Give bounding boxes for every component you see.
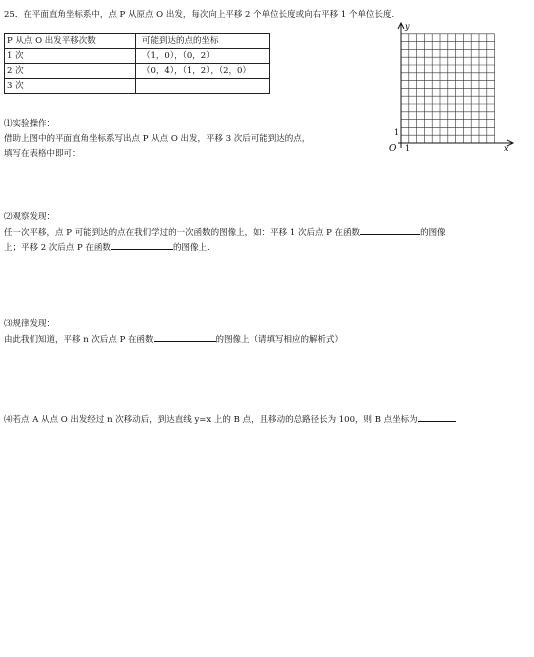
part1-heading: ⑴实验操作： — [4, 119, 56, 129]
part2-line2-tail: 的图像上. — [172, 243, 210, 253]
origin-label: O — [389, 144, 397, 154]
x-axis-label: x — [504, 144, 509, 153]
table-cell: （0，4），（1，2），（2，0） — [136, 64, 270, 79]
table-row — [5, 64, 270, 79]
table-cell: 2 次 — [5, 64, 136, 79]
table-row — [5, 49, 270, 64]
answer-blank[interactable] — [360, 225, 420, 235]
table-cell: 1 次 — [5, 49, 136, 64]
part3-line1 — [4, 332, 343, 345]
part2-line2 — [4, 240, 210, 253]
coordinate-grid — [380, 18, 520, 154]
part4-line1 — [4, 412, 456, 425]
table-cell-answer[interactable] — [136, 79, 270, 94]
part1-line1: 借助上图中的平面直角坐标系写出点 P 从点 O 出发，平移 3 次后可能到达的点， — [4, 134, 311, 144]
table-header-row — [5, 34, 270, 49]
answer-blank[interactable] — [111, 240, 173, 250]
part1-line2: 填写在表格中即可： — [4, 149, 81, 159]
table-row — [5, 79, 270, 94]
translation-table — [4, 33, 270, 94]
part4-line1-text: ⑷若点 A 从点 O 出发经过 n 次移动后，到达直线 y=x 上的 B 点，且移动的总路径长为 100，则 B 点坐标为 — [4, 415, 418, 425]
x-tick-label: 1 — [405, 144, 411, 153]
table-cell: （1，0），（0，2） — [136, 49, 270, 64]
part3-line1-tail: 的图像上（请填写相应的解析式） — [215, 335, 344, 345]
question-title: 25．在平面直角坐标系中，点 P 从原点 O 出发，每次向上平移 2 个单位长度或向右平移 1 个单位长度. — [4, 10, 395, 20]
answer-blank[interactable] — [154, 332, 216, 342]
part2-line1-tail: 的图像 — [420, 228, 446, 238]
part3-line1-text: 由此我们知道，平移 n 次后点 P 在函数 — [4, 335, 154, 345]
part3-heading: ⑶规律发现： — [4, 319, 56, 329]
part2-line1-text: 任一次平移，点 P 可能到达的点在我们学过的一次函数的图像上，如：平移 1 次后点 P 在函数 — [4, 228, 361, 238]
grid-lines — [401, 34, 495, 143]
answer-blank[interactable] — [418, 412, 456, 422]
table-header-cell: P 从点 O 出发平移次数 — [5, 34, 136, 49]
part2-line2-text: 上；平移 2 次后点 P 在函数 — [4, 243, 111, 253]
part2-heading: ⑵观察发现： — [4, 212, 56, 222]
y-tick-label: 1 — [394, 128, 400, 137]
table-cell: 3 次 — [5, 79, 136, 94]
table-header-cell: 可能到达的点的坐标 — [136, 34, 270, 49]
part2-line1 — [4, 225, 446, 238]
y-axis-label: y — [405, 22, 410, 31]
